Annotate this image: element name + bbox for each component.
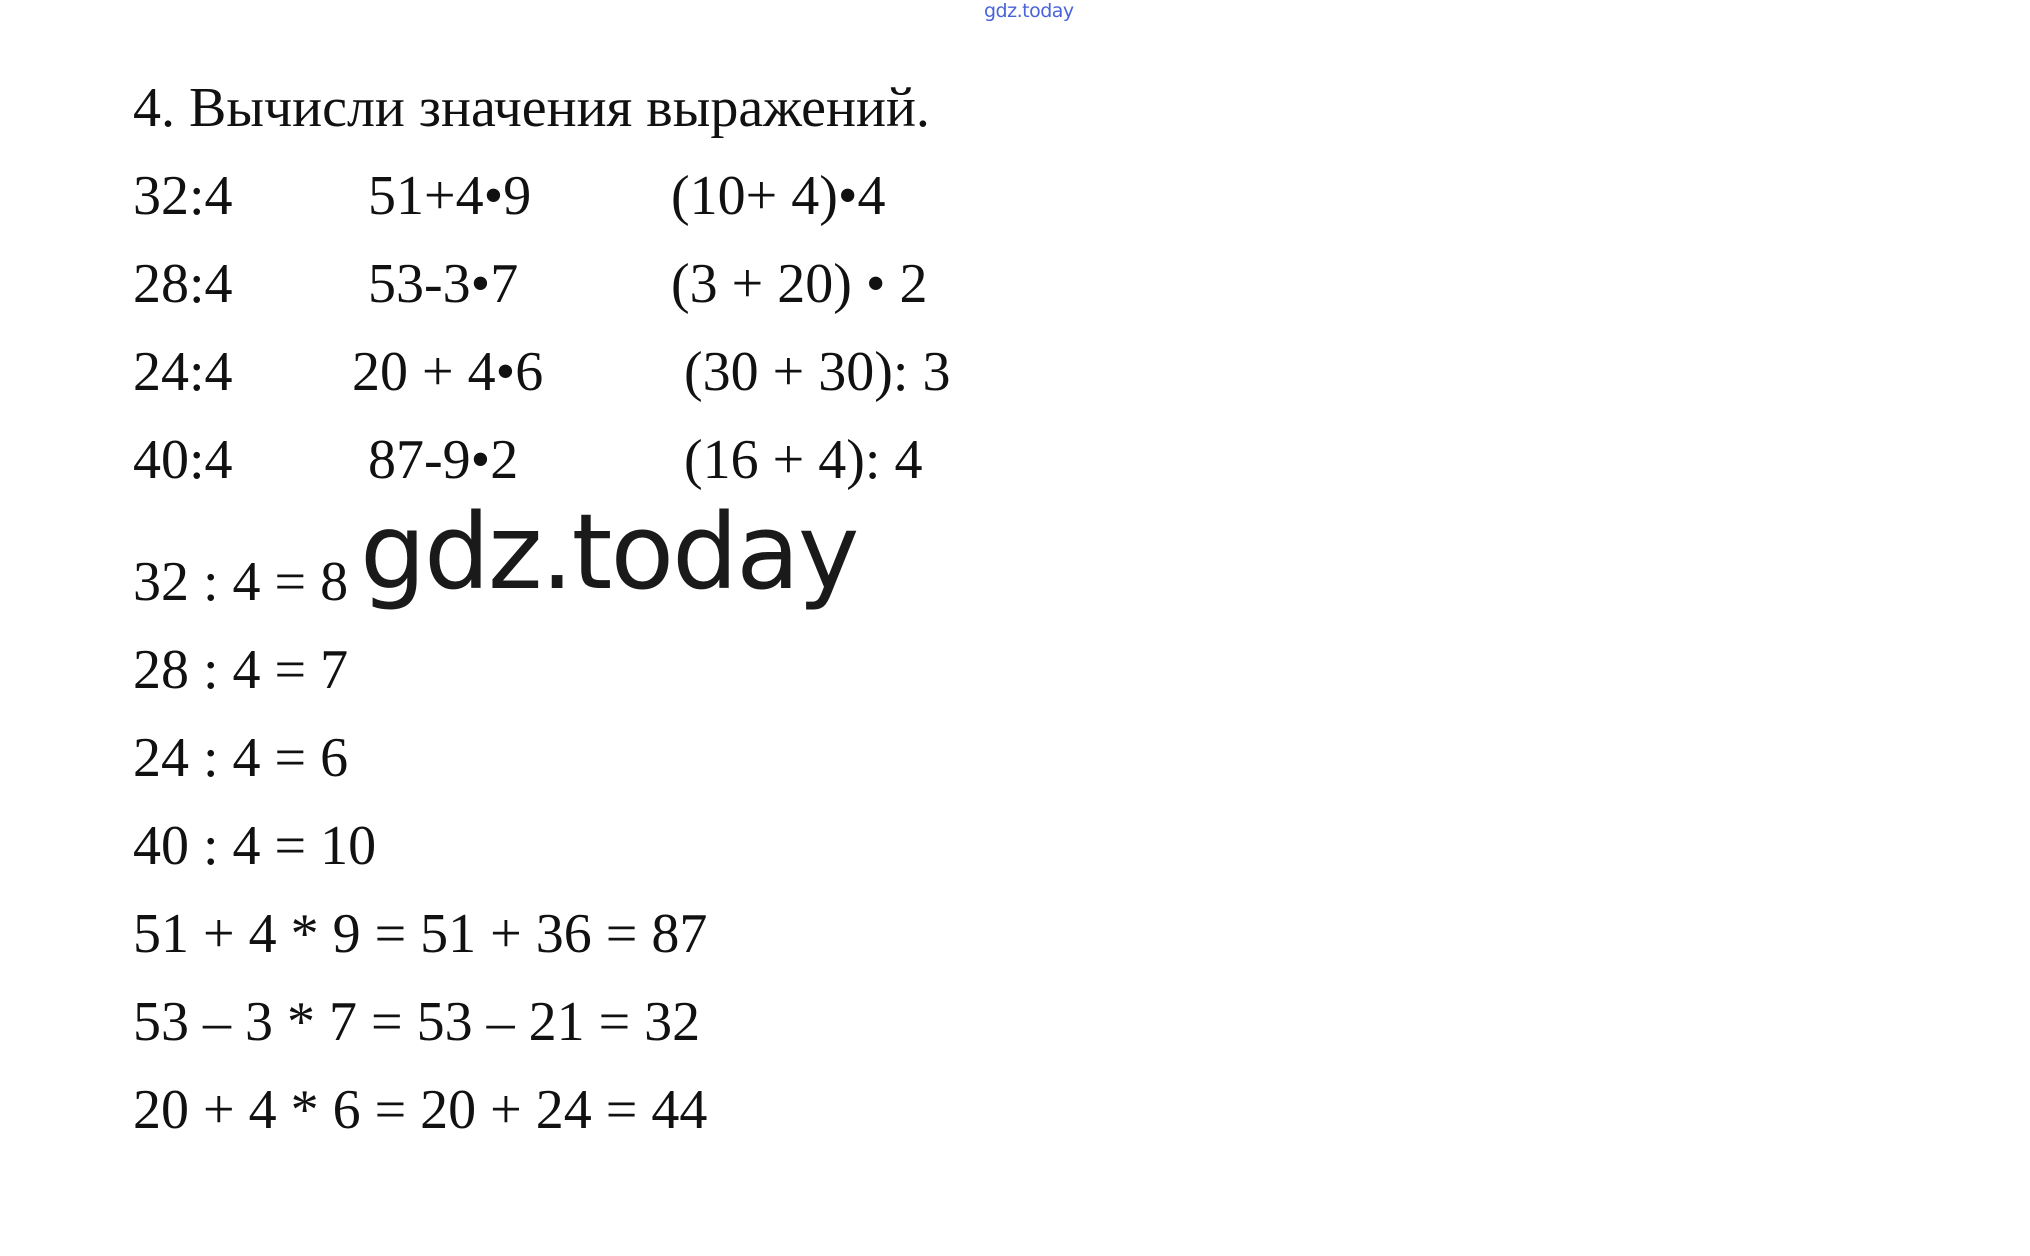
answer-line-7: 20 + 4 * 6 = 20 + 24 = 44 [133, 1079, 708, 1141]
expressions-table [0, 0, 2030, 520]
expr-col3-row2: (3 + 20) • 2 [671, 253, 928, 315]
answer-line-4: 40 : 4 = 10 [133, 815, 377, 877]
expr-col2-row4: 87-9•2 [368, 429, 519, 491]
expr-col1-row3: 24:4 [133, 341, 233, 403]
expr-col3-row1: (10+ 4)•4 [671, 165, 886, 227]
answer-line-5: 51 + 4 * 9 = 51 + 36 = 87 [133, 903, 708, 965]
expr-col2-row3: 20 + 4•6 [352, 341, 544, 403]
expr-col3-row4: (16 + 4): 4 [684, 429, 923, 491]
expr-col2-row2: 53-3•7 [368, 253, 519, 315]
task-title: 4. Вычисли значения выражений. [133, 77, 930, 139]
expr-col1-row2: 28:4 [133, 253, 233, 315]
answer-line-1: 32 : 4 = 8 [133, 551, 349, 613]
expr-col2-row1: 51+4•9 [368, 165, 532, 227]
watermark-center: gdz.today [360, 491, 858, 613]
expr-col1-row1: 32:4 [133, 165, 233, 227]
expr-col3-row3: (30 + 30): 3 [684, 341, 951, 403]
answer-line-6: 53 – 3 * 7 = 53 – 21 = 32 [133, 991, 701, 1053]
answer-line-2: 28 : 4 = 7 [133, 639, 349, 701]
expr-col1-row4: 40:4 [133, 429, 233, 491]
watermark-top: gdz.today [984, 0, 1074, 22]
answer-line-3: 24 : 4 = 6 [133, 727, 349, 789]
